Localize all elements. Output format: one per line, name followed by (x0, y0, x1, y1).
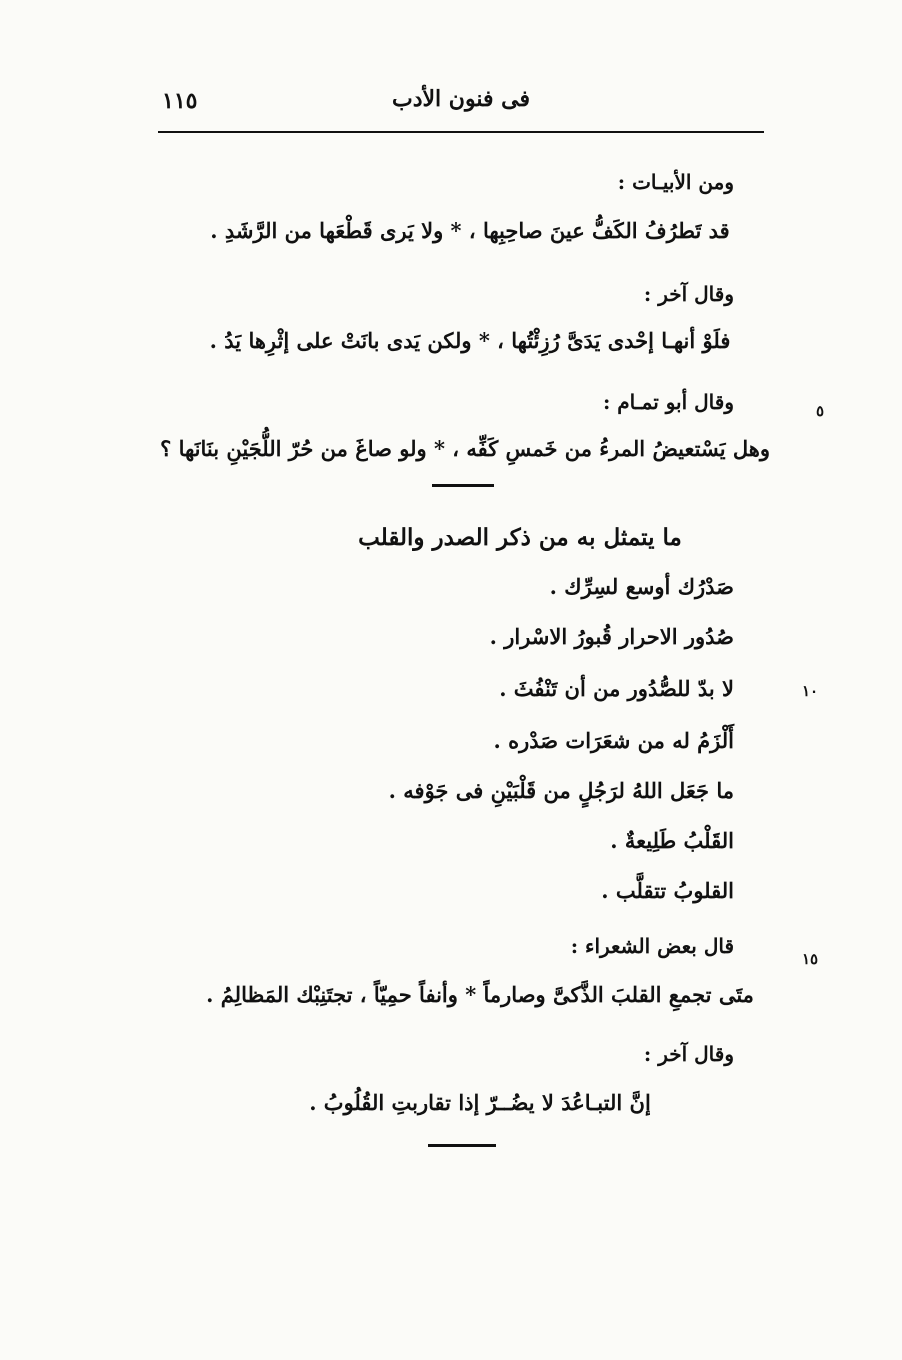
saying-line: أَلْزَمُ له من شعَرَات صَدْره . (493, 728, 734, 753)
intro-line: ومن الأبيـات : (617, 170, 734, 194)
saying-line: لا بدّ للصُّدُور من أن تَنْفُثَ . (499, 676, 734, 701)
saying-line: القَلْبُ طَلِيعةٌ . (610, 828, 734, 853)
verse-line: وهل يَسْتعيضُ المرءُ من خَمسِ كَفِّه ، * ولو صاغَ من حُرّ اللُّجَيْنِ بنَانَها ؟ (160, 436, 770, 461)
verse-line: فلَوْ أنهـا إحْدى يَدَىَّ رُزِئْتُها ، * ولكن يَدى بانَتْ على إثْرِها يَدُ . (209, 328, 731, 353)
verse-line: إنَّ التبـاعُدَ لا يضُــرّ إذا تقاربتِ القُلُوبُ . (309, 1090, 651, 1115)
section-title: ما يتمثل به من ذكر الصدر والقلب (358, 524, 682, 551)
page-number: ١١٥ (162, 88, 198, 114)
verse-line: متَى تجمعِ القلبَ الذَّكىَّ وصارماً * وأنفاً حمِيّاً ، تجتَنِبْك المَظالِمُ . (206, 982, 754, 1007)
intro-line: قال بعض الشعراء : (570, 934, 734, 958)
saying-line: صُدُور الاحرار قُبورُ الاسْرار . (489, 624, 734, 649)
intro-line: وقال أبو تمـام : (602, 390, 734, 414)
saying-line: صَدْرُك أوسع لسِرِّك . (549, 574, 734, 599)
saying-line: القلوبُ تتقلَّب . (601, 878, 734, 903)
saying-line: ما جَعَل اللهُ لرَجُلٍ من قَلْبَيْنِ فى جَوْفه . (388, 778, 734, 803)
header-rule (158, 131, 764, 133)
running-header-title: فى فنون الأدب (391, 86, 530, 112)
margin-line-number: ١٠ (802, 682, 819, 700)
margin-line-number: ١٥ (802, 950, 819, 968)
separator-rule (432, 484, 494, 487)
margin-line-number: ٥ (816, 402, 825, 420)
intro-line: وقال آخر : (643, 1042, 734, 1066)
verse-line: قد تَطرُفُ الكَفُّ عينَ صاحِبِها ، * ولا يَرى قَطْعَها من الرَّشَدِ . (210, 218, 730, 243)
intro-line: وقال آخر : (643, 282, 734, 306)
separator-rule (428, 1144, 496, 1147)
